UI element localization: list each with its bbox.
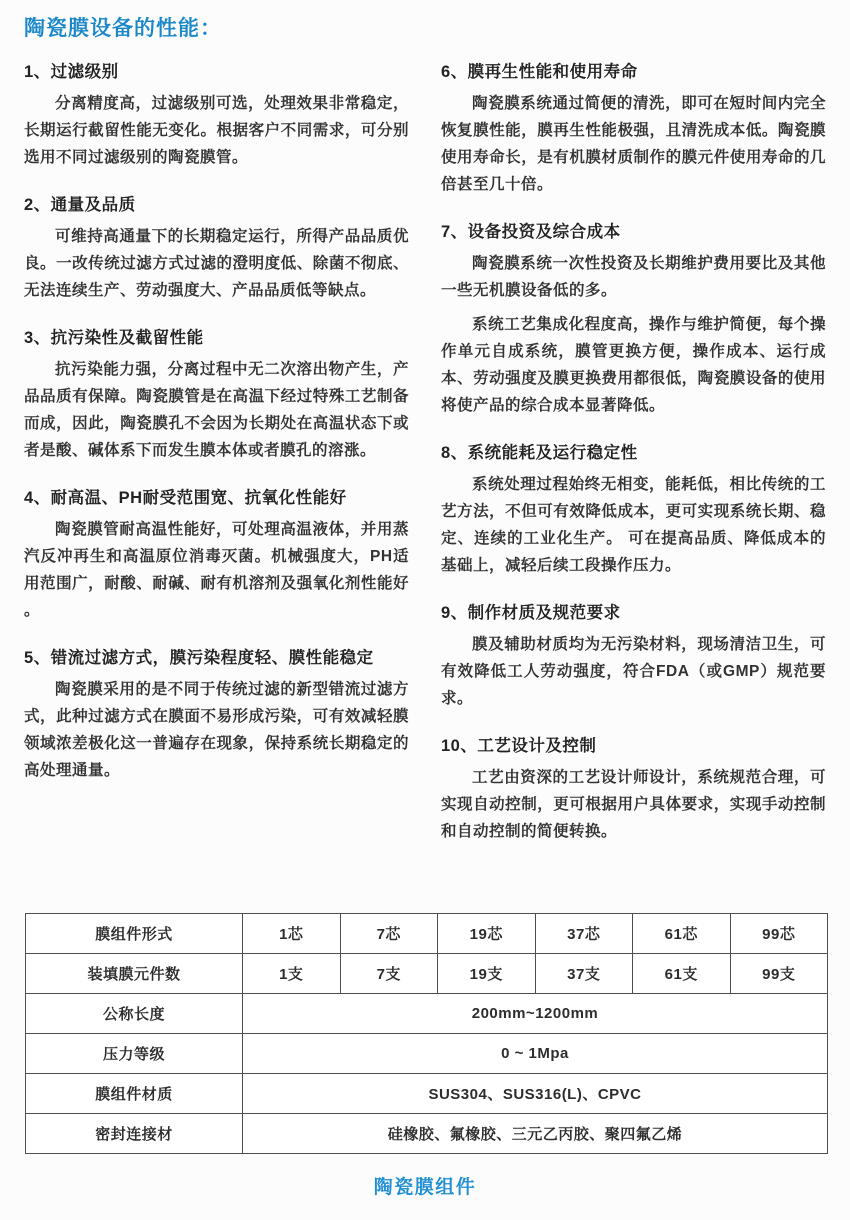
section-10-paragraph: 工艺由资深的工艺设计师设计，系统规范合理，可实现自动控制，更可根据用户具体要求，实现手动控制和自动控制的简便转换。 <box>441 769 826 840</box>
section-2-paragraph: 可维持高通量下的长期稳定运行，所得产品品质优良。一改传统过滤方式过滤的澄明度低、除菌不彻底、无法连续生产、劳动强度大、产品品质低等缺点。 <box>24 228 409 299</box>
table-cell: 1支 <box>243 954 341 994</box>
section-3 <box>24 324 409 464</box>
section-9-heading: 9、制作材质及规范要求 <box>441 604 621 622</box>
section-7-paragraph-2: 系统工艺集成化程度高，操作与维护简便，每个操作单元自成系统，膜管更换方便，操作成本、运行成本、劳动强度及膜更换费用都很低，陶瓷膜设备的使用将使产品的综合成本显著降低。 <box>441 316 826 414</box>
section-6-heading: 6、膜再生性能和使用寿命 <box>441 63 638 81</box>
table-cell: 61支 <box>633 954 731 994</box>
right-column <box>441 50 826 852</box>
section-7-paragraph-1: 陶瓷膜系统一次性投资及长期维护费用要比及其他一些无机膜设备低的多。 <box>441 255 826 299</box>
table-cell-span: 0 ~ 1Mpa <box>243 1034 828 1074</box>
section-7 <box>441 218 826 419</box>
row-label: 压力等级 <box>26 1034 243 1074</box>
row-label: 装填膜元件数 <box>26 954 243 994</box>
section-6-paragraph: 陶瓷膜系统通过简便的清洗，即可在短时间内完全恢复膜性能，膜再生性能极强，且清洗成本低。陶瓷膜使用寿命长，是有机膜材质制作的膜元件使用寿命的几倍甚至几十倍。 <box>441 95 826 193</box>
section-2-heading: 2、通量及品质 <box>24 196 136 214</box>
bottom-caption: 陶瓷膜组件 <box>373 1177 477 1198</box>
table-cell: 99芯 <box>730 914 828 954</box>
table-cell: 37支 <box>535 954 633 994</box>
section-8-paragraph: 系统处理过程始终无相变，能耗低，相比传统的工艺方法，不但可有效降低成本，更可实现系统长期、稳定、连续的工业化生产。 可在提高品质、降低成本的基础上，减轻后续工段操作压力。 <box>441 476 826 574</box>
table-row-pressure-rating <box>26 1034 828 1074</box>
table-cell: 99支 <box>730 954 828 994</box>
row-label: 膜组件形式 <box>26 914 243 954</box>
section-3-heading: 3、抗污染性及截留性能 <box>24 329 204 347</box>
table-cell-span: SUS304、SUS316(L)、CPVC <box>243 1074 828 1114</box>
section-6 <box>441 58 826 198</box>
section-5-heading: 5、错流过滤方式，膜污染程度轻、膜性能稳定 <box>24 649 374 667</box>
section-3-paragraph: 抗污染能力强，分离过程中无二次溶出物产生，产品品质有保障。陶瓷膜管是在高温下经过特殊工艺制备而成，因此，陶瓷膜孔不会因为长期处在高温状态下或者是酸、碱体系下而发生膜本体或者膜孔的溶涨。 <box>24 361 409 459</box>
section-8 <box>441 439 826 579</box>
section-4-heading: 4、耐高温、PH耐受范围宽、抗氧化性能好 <box>24 489 347 507</box>
table-cell: 7芯 <box>340 914 438 954</box>
section-1 <box>24 58 409 171</box>
section-4 <box>24 484 409 624</box>
table-cell: 61芯 <box>633 914 731 954</box>
section-10 <box>441 732 826 845</box>
section-9 <box>441 599 826 712</box>
section-5-paragraph: 陶瓷膜采用的是不同于传统过滤的新型错流过滤方式，此种过滤方式在膜面不易形成污染，可有效减轻膜领域浓差极化这一普遍存在现象，保持系统长期稳定的高处理通量。 <box>24 681 409 779</box>
page-title: 陶瓷膜设备的性能： <box>24 17 222 40</box>
table-cell: 19支 <box>438 954 536 994</box>
left-column <box>24 50 409 852</box>
table-cell-span: 硅橡胶、氟橡胶、三元乙丙胶、聚四氟乙烯 <box>243 1114 828 1154</box>
section-1-heading: 1、过滤级别 <box>24 63 119 81</box>
section-10-heading: 10、工艺设计及控制 <box>441 737 597 755</box>
table-cell: 1芯 <box>243 914 341 954</box>
row-label: 密封连接材 <box>26 1114 243 1154</box>
table-cell: 19芯 <box>438 914 536 954</box>
table-cell: 7支 <box>340 954 438 994</box>
section-7-heading: 7、设备投资及综合成本 <box>441 223 621 241</box>
row-label: 公称长度 <box>26 994 243 1034</box>
table-row-module-material <box>26 1074 828 1114</box>
table-row-nominal-length <box>26 994 828 1034</box>
section-9-paragraph: 膜及辅助材质均为无污染材料，现场清洁卫生，可有效降低工人劳动强度，符合FDA（或GMP）规范要求。 <box>441 636 826 707</box>
section-5 <box>24 644 409 784</box>
table-cell-span: 200mm~1200mm <box>243 994 828 1034</box>
row-label: 膜组件材质 <box>26 1074 243 1114</box>
table-cell: 37芯 <box>535 914 633 954</box>
section-8-heading: 8、系统能耗及运行稳定性 <box>441 444 638 462</box>
table-row-seal-material <box>26 1114 828 1154</box>
table-row-element-count <box>26 954 828 994</box>
table-row-module-form <box>26 914 828 954</box>
section-2 <box>24 191 409 304</box>
section-1-paragraph: 分离精度高，过滤级别可选，处理效果非常稳定，长期运行截留性能无变化。根据客户不同需求，可分别选用不同过滤级别的陶瓷膜管。 <box>24 95 409 166</box>
text-columns <box>24 50 826 852</box>
membrane-spec-table <box>25 913 828 1154</box>
section-4-paragraph: 陶瓷膜管耐高温性能好，可处理高温液体，并用蒸汽反冲再生和高温原位消毒灭菌。机械强度大，PH适用范围广，耐酸、耐碱、耐有机溶剂及强氧化剂性能好 。 <box>24 521 409 619</box>
